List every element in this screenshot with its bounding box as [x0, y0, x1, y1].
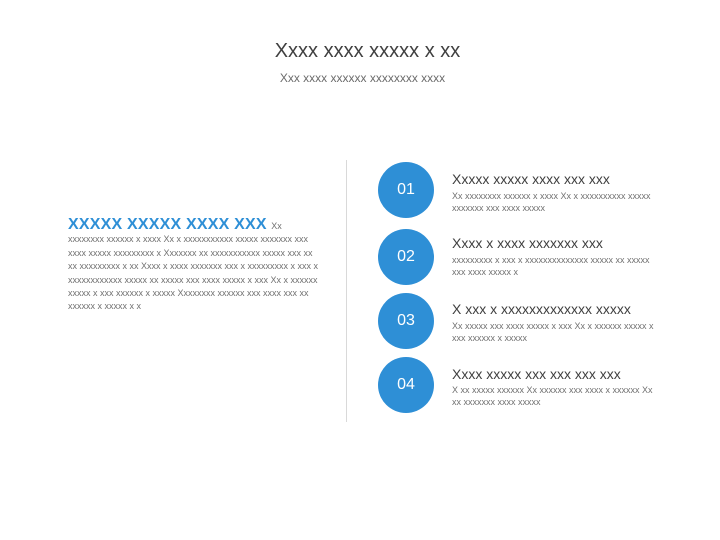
intro-heading: XXXXX XXXXX XXXX XXX	[68, 216, 267, 233]
slide-subtitle: Xxx xxxx xxxxxx xxxxxxxx xxxx	[279, 71, 446, 85]
step-3-circle: 03	[378, 293, 434, 349]
intro-body: xxxxxxxx xxxxxx x xxxx Xx x xxxxxxxxxxx xxxxx xxxxxxx xxx xxxx xxxxx xxxxxxxxx x Xxxxxxx xx xxxxxxxxxxx xxxxx xxx xx xx xxxxxxxxx x xx Xxxx x xxxx xxxxxxx xxx x xxxxxxxxx x xxx x xxxxxxxxxxxx xxxxx xx xxxxx xxx xxxx xxxxx x xxx Xx x xxxxxx xxxxx x xxx xxxxxx x xxxxx Xxxxxxxx xxxxxx xxx xxxx xxx xx xxxxxx x xxxxx x x	[68, 234, 319, 312]
step-2-description: xxxxxxxxx x xxx x xxxxxxxxxxxxxx xxxxx xx xxxxx xxx xxxx xxxxx x	[452, 255, 650, 277]
step-4-circle: 04	[378, 357, 434, 413]
step-1-description: Xx xxxxxxxx xxxxxx x xxxx Xx x xxxxxxxxxx xxxxx xxxxxxx xxx xxxx xxxxx	[452, 191, 651, 213]
vertical-divider	[346, 160, 347, 422]
step-1-title: Xxxxx xxxxx xxxx xxx xxx	[452, 171, 610, 187]
slide-title: Xxxx xxxx xxxxx x xx	[274, 40, 461, 62]
step-2-circle: 02	[378, 229, 434, 285]
step-3-description: Xx xxxxx xxx xxxx xxxxx x xxx Xx x xxxxxx xxxxx x xxx xxxxxx x xxxxx	[452, 321, 654, 343]
step-4-title: Xxxx xxxxx xxx xxx xxx xxx	[452, 366, 621, 382]
intro-text-block	[68, 216, 319, 313]
step-2-title: Xxxx x xxxx xxxxxxx xxx	[452, 235, 603, 251]
intro-heading-tail: Xx	[271, 221, 282, 231]
step-3-title: X xxx x xxxxxxxxxxxxx xxxxx	[452, 301, 631, 317]
step-1-circle: 01	[378, 162, 434, 218]
step-4-description: X xx xxxxx xxxxxx Xx xxxxxx xxx xxxx x xxxxxx Xx xx xxxxxxx xxxx xxxxx	[452, 385, 653, 407]
